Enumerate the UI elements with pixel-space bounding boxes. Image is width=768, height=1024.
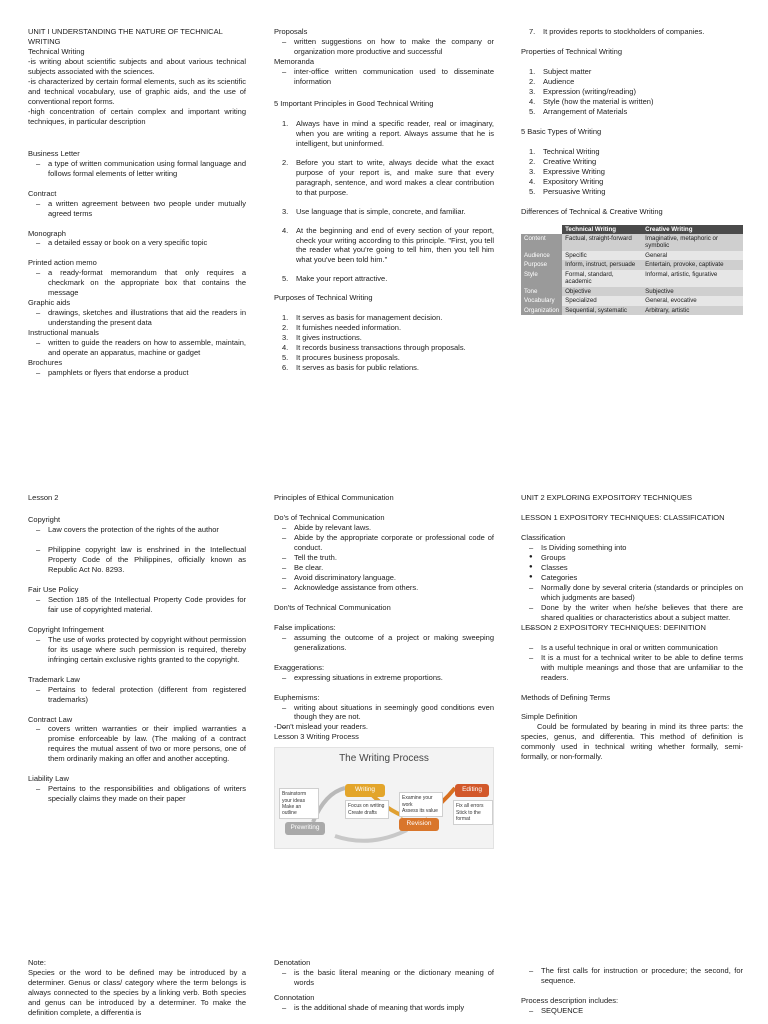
editing-notes: Fix all errors Stick to the format: [453, 800, 493, 825]
table-cell: Factual, straight-forward: [562, 234, 642, 251]
term-definition: – pamphlets or flyers that endorse a product: [28, 368, 246, 378]
section-heading: Liability Law: [28, 774, 69, 784]
list-item: 1. It serves as basis for management decision.: [282, 313, 443, 323]
lesson-2-definition-heading: LESSON 2 EXPOSITORY TECHNIQUES: DEFINITION: [521, 622, 706, 632]
term-heading: Brochures: [28, 358, 63, 368]
section-heading: Contract Law: [28, 714, 73, 724]
table-row: [521, 251, 743, 260]
note-text: Species or the word to be defined may be introduced by a determiner. Genus or class/ category where the term belongs is always connected to the species by a linking verb. Both species and genus can be introduced by a determiner. To make the definition complete, a differentia is: [28, 967, 246, 1017]
table-cell: Content: [521, 234, 562, 251]
table-header: Technical Writing: [562, 225, 642, 234]
stage-revision: Revision: [399, 818, 439, 831]
list-item: – writing about situations in seemingly good conditions even though they are not.: [274, 703, 494, 723]
list-item: – Is a useful technique in oral or written communication: [521, 643, 743, 653]
ethical-communication-heading: Principles of Ethical Communication: [274, 493, 394, 502]
table-cell: Informal, artistic, figurative: [642, 270, 743, 287]
section-heading: Trademark Law: [28, 674, 80, 684]
list-item: 4. At the beginning and end of every section of your report, check your writing according to this principle. "First, you tell the reader what you're going to tell him, then you tell him what you've been told him.": [282, 225, 494, 265]
lesson-2-heading: Lesson 2: [28, 493, 59, 502]
table-cell: Arbitrary, artistic: [642, 306, 743, 315]
term-heading: Business Letter: [28, 148, 80, 158]
dos-heading: Do's of Technical Communication: [274, 512, 385, 522]
term-definition: – a type of written communication using formal language and follows formal elements of letter writing: [28, 159, 246, 179]
section-item: – Pertains to federal protection (different from registered trademarks): [28, 685, 246, 705]
technical-writing-heading: Technical Writing: [28, 46, 85, 56]
unit-2-heading: UNIT 2 EXPLORING EXPOSITORY TECHNIQUES: [521, 493, 693, 502]
list-item: – is the additional shade of meaning that words imply: [274, 1003, 494, 1013]
list-item: – Abide by relevant laws.: [274, 523, 494, 533]
process-description-heading: Process description includes:: [521, 995, 619, 1005]
list-item: 5. Make your report attractive.: [282, 274, 388, 284]
list-item: – Tell the truth.: [274, 553, 494, 563]
tw-line: -high concentration of certain complex and important writing techniques, in particular description: [28, 106, 246, 126]
table-cell: Specific: [562, 251, 642, 260]
section-item: – Law covers the protection of the rights of the author: [28, 525, 246, 535]
proposals-definition: – written suggestions on how to make the company or organization more productive and successful: [274, 37, 494, 57]
list-item: 3. It gives instructions.: [282, 333, 362, 343]
list-item: 6. It serves as basis for public relations.: [282, 363, 419, 373]
list-item: – Acknowledge assistance from others.: [274, 583, 494, 593]
list-item: 3. Expressive Writing: [529, 166, 605, 176]
list-item: – It is a must for a technical writer to be able to define terms with multiple meanings and those that are unfamiliar to the readers.: [521, 653, 743, 683]
p2-column-3: [521, 493, 743, 762]
list-item: 4. Style (how the material is written): [529, 96, 654, 106]
tw-line: -is writing about scientific subjects and about various technical subjects associated with the sciences.: [28, 56, 246, 76]
list-item: – Normally done by several criteria (standards or principles on which judgments are based): [521, 583, 743, 603]
list-item: – Avoid discriminatory language.: [274, 573, 494, 583]
section-item: – The use of works protected by copyright without permission for its usage where such permission is required, thereby infringing certain exclusive rights granted to the copyright.: [28, 635, 246, 665]
table-row: [521, 234, 743, 251]
stage-editing: Editing: [455, 784, 489, 797]
prewriting-notes: Brainstorm your ideas Make an outline: [279, 788, 319, 819]
p2-column-1: [28, 493, 246, 804]
term-heading: Monograph: [28, 228, 66, 238]
p1-column-2: [274, 27, 494, 373]
list-item: 5. Persuasive Writing: [529, 186, 606, 196]
table-cell: Inform, instruct, persuade: [562, 260, 642, 269]
list-item: – expressing situations in extreme proportions.: [274, 673, 494, 683]
differences-table: [521, 225, 743, 315]
list-item: 5. It procures business proposals.: [282, 353, 400, 363]
methods-heading: Methods of Defining Terms: [521, 692, 611, 702]
denotation-heading: Denotation: [274, 958, 311, 967]
p1-column-3: [521, 27, 743, 315]
list-item: 4. Expository Writing: [529, 176, 604, 186]
term-definition: – a written agreement between two people under mutually agreed terms: [28, 199, 246, 219]
unit-1-title: UNIT I UNDERSTANDING THE NATURE OF TECHNICAL WRITING: [28, 27, 223, 46]
list-item: – SEQUENCE: [521, 1006, 743, 1016]
section-heading: Copyright Infringement: [28, 624, 104, 634]
table-cell: Formal, standard, academic: [562, 270, 642, 287]
table-cell: Audience: [521, 251, 562, 260]
list-item: – is the basic literal meaning or the dictionary meaning of words: [274, 968, 494, 988]
list-item: 3. Expression (writing/reading): [529, 86, 636, 96]
section-item: – covers written warranties or their implied warranties a promise enforceable by law. (The making of a contract requires the mutual assent of two or more persons, one of them ordinarily making an offer and another accepting.: [28, 724, 246, 764]
stage-writing: Writing: [345, 784, 385, 797]
list-item: 2. Creative Writing: [529, 156, 597, 166]
term-heading: Contract: [28, 188, 57, 198]
lesson-1-heading: LESSON 1 EXPOSITORY TECHNIQUES: CLASSIFICATION: [521, 512, 725, 522]
table-cell: Organization: [521, 306, 562, 315]
false-implications-heading: False implications:: [274, 622, 336, 632]
diagram-title: The Writing Process: [339, 753, 429, 765]
list-item: 1. Subject matter: [529, 66, 592, 76]
revision-notes: Examine your work Assess its value: [399, 792, 443, 817]
types-list: [521, 147, 743, 197]
stage-prewriting: Prewriting: [285, 822, 325, 835]
table-cell: Vocabulary: [521, 296, 562, 305]
section-item: – Pertains to the responsibilities and obligations of writers specially claims they made on their paper: [28, 784, 246, 804]
list-item: ● Classes: [521, 563, 743, 573]
donts-heading: Don'ts of Technical Communication: [274, 602, 391, 612]
table-header: Creative Writing: [642, 225, 743, 234]
list-item: – Is Dividing something into: [521, 543, 743, 553]
simple-definition-heading: Simple Definition: [521, 712, 578, 722]
principles-list: [274, 119, 494, 285]
p2-column-2: [274, 493, 494, 849]
table-cell: General: [642, 251, 743, 260]
table-cell: Specialized: [562, 296, 642, 305]
lesson-3-heading: Lesson 3 Writing Process: [274, 732, 359, 742]
types-heading: 5 Basic Types of Writing: [521, 126, 602, 136]
p3-column-2: [274, 958, 494, 1013]
connotation-heading: Connotation: [274, 992, 315, 1002]
table-row: [521, 306, 743, 315]
list-item: 2. Audience: [529, 76, 575, 86]
table-cell: Sequential, systematic: [562, 306, 642, 315]
table-cell: Purpose: [521, 260, 562, 269]
dont-mislead-text: -Don't mislead your readers.: [274, 722, 368, 732]
term-definition: – drawings, sketches and illustrations that aid the readers in understanding the present data: [28, 308, 246, 328]
properties-heading: Properties of Technical Writing: [521, 46, 623, 56]
list-item: 2. It furnishes needed information.: [282, 323, 402, 333]
purposes-list-continued: [521, 27, 743, 37]
classification-bullets: [521, 553, 743, 583]
term-heading: Graphic aids: [28, 298, 71, 308]
section-item: – Philippine copyright law is enshrined in the Intellectual Property Code of the Philippines, officially known as Republic Act No. 8293.: [28, 545, 246, 575]
purposes-heading: Purposes of Technical Writing: [274, 293, 373, 303]
list-item: – Done by the writer when he/she believes that there are shared qualities or characteristics about a subject matter.: [521, 603, 743, 623]
table-cell: Style: [521, 270, 562, 287]
term-definition: – a ready-format memorandum that only requires a checkmark on the appropriate box that contains the message: [28, 268, 246, 298]
list-item: ● Categories: [521, 573, 743, 583]
tw-line: -is characterized by certain formal elements, such as its scientific and technical vocabulary, use of graphic aids, and the use of conventional report forms.: [28, 76, 246, 106]
dos-list: [274, 523, 494, 593]
exaggerations-heading: Exaggerations:: [274, 662, 325, 672]
table-cell: Entertain, provoke, captivate: [642, 260, 743, 269]
table-row: [521, 296, 743, 305]
note-heading: Note:: [28, 958, 46, 967]
p3-column-1: [28, 958, 246, 1018]
memoranda-definition: – inter-office written communication used to disseminate information: [274, 67, 494, 87]
list-item: 7. It provides reports to stockholders of companies.: [529, 27, 705, 36]
p3-column-3: [521, 966, 743, 1016]
section-heading: Fair Use Policy: [28, 584, 79, 594]
table-row: [521, 287, 743, 296]
list-item: 4. It records business transactions through proposals.: [282, 343, 466, 353]
properties-list: [521, 67, 743, 117]
list-item: – Be clear.: [274, 563, 494, 573]
term-definition: – written to guide the readers on how to assemble, maintain, and operate an apparatus, machine or gadget: [28, 338, 246, 358]
table-cell: Objective: [562, 287, 642, 296]
list-item: – The first calls for instruction or procedure; the second, for sequence.: [521, 966, 743, 986]
table-cell: Subjective: [642, 287, 743, 296]
list-item: 1. Always have in mind a specific reader, real or imaginary, when you are writing a report. Always assume that he is intelligent, but uninformed.: [282, 118, 494, 148]
table-cell: Tone: [521, 287, 562, 296]
differences-heading: Differences of Technical & Creative Writing: [521, 206, 663, 216]
purposes-list: [274, 313, 494, 373]
list-item: 3. Use language that is simple, concrete, and familiar.: [282, 206, 466, 216]
euphemisms-heading: Euphemisms:: [274, 692, 320, 702]
term-heading: Instructional manuals: [28, 328, 99, 338]
simple-definition-text: Could be formulated by bearing in mind its three parts: the species, genus, and differentia. This method of definition is commonly used in technical writing whether formally, semi-formally, or non-formally.: [521, 722, 743, 762]
proposals-heading: Proposals: [274, 27, 308, 36]
list-item: 5. Arrangement of Materials: [529, 106, 628, 116]
list-item: 2. Before you start to write, always decide what the exact purpose of your report is, and make sure that every paragraph, sentence, and word makes a clear contribution to that purpose.: [282, 157, 494, 197]
classification-heading: Classification: [521, 532, 566, 542]
section-heading: Copyright: [28, 514, 61, 524]
memoranda-heading: Memoranda: [274, 56, 315, 66]
principles-heading: 5 Important Principles in Good Technical Writing: [274, 98, 434, 108]
list-item: 1. Technical Writing: [529, 146, 600, 156]
list-item: ● Groups: [521, 553, 743, 563]
p1-column-1: [28, 27, 246, 378]
table-row: [521, 270, 743, 287]
term-heading: Printed action memo: [28, 258, 97, 268]
section-item: – Section 185 of the Intellectual Property Code provides for fair use of copyrighted material.: [28, 595, 246, 615]
writing-process-diagram: [274, 747, 494, 849]
list-item: – assuming the outcome of a project or making sweeping generalizations.: [274, 633, 494, 653]
table-header: [521, 225, 562, 234]
list-item: – Abide by the appropriate corporate or professional code of conduct.: [274, 533, 494, 553]
table-cell: General, evocative: [642, 296, 743, 305]
table-cell: Imaginative, metaphoric or symbolic: [642, 234, 743, 251]
table-row: [521, 260, 743, 269]
writing-notes: Focus on writing Create drafts: [345, 800, 389, 819]
term-definition: – a detailed essay or book on a very specific topic: [28, 238, 246, 248]
